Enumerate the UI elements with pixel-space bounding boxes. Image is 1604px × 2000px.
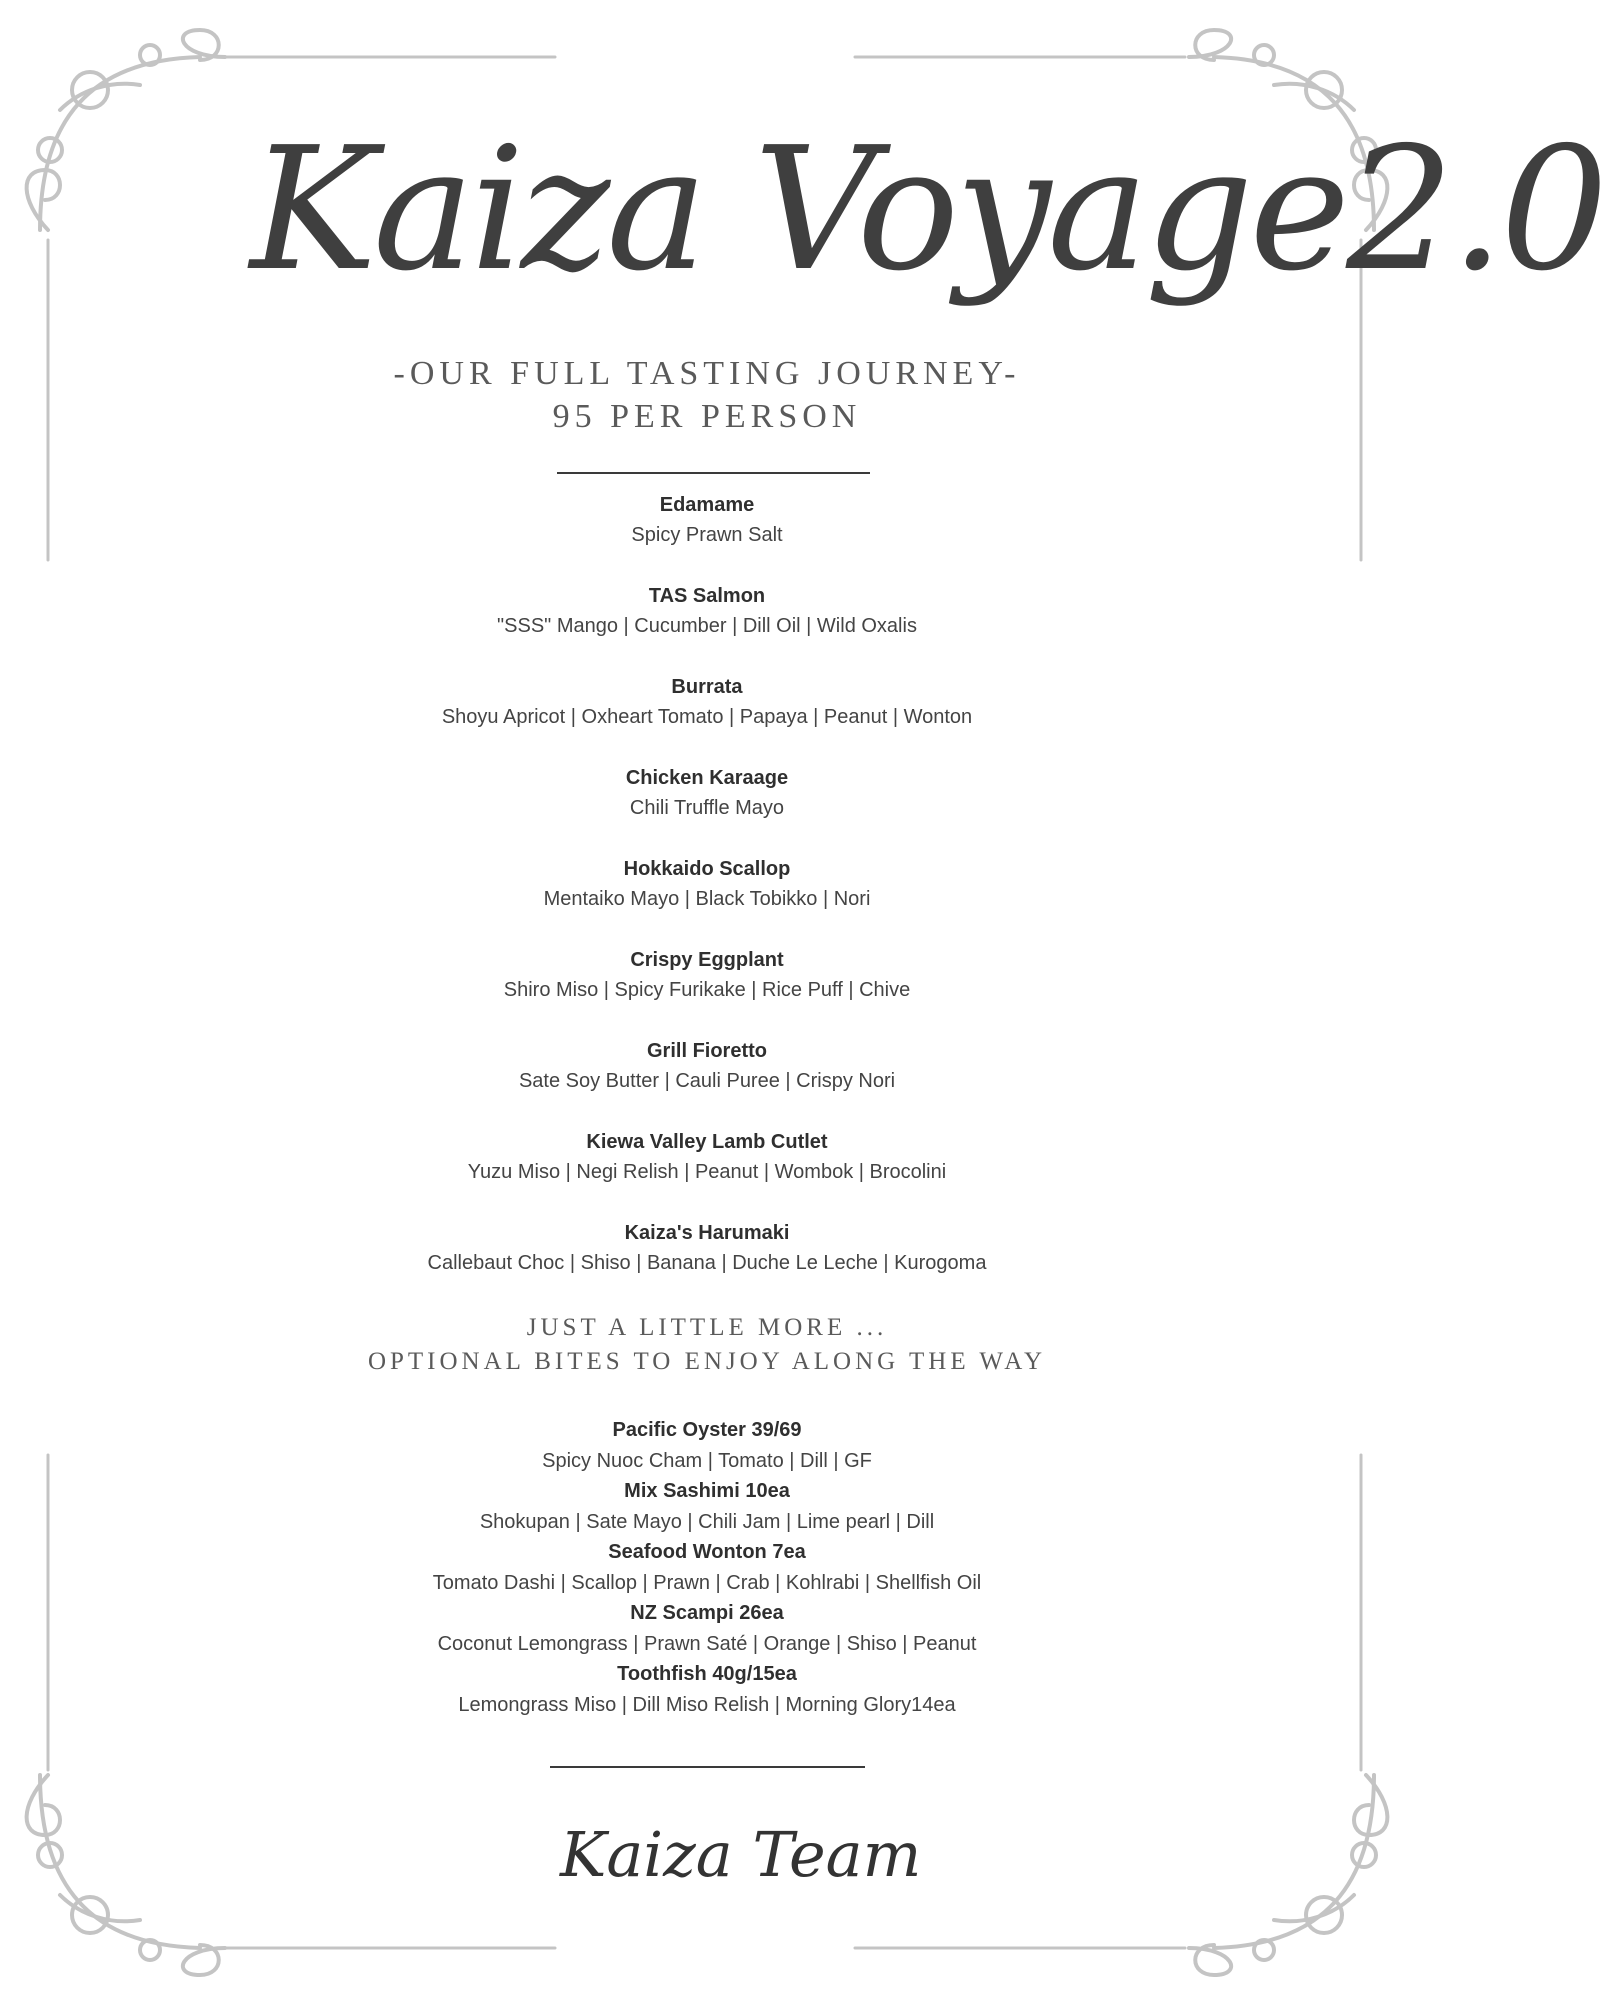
corner-flourish-top-left (27, 30, 225, 230)
course-item (0, 490, 1414, 581)
divider-top (557, 472, 870, 474)
course-list (0, 490, 1414, 1309)
dish-name: Mix Sashimi 10ea (624, 1480, 790, 1502)
course-item (0, 672, 1414, 763)
optional-item (0, 1537, 1414, 1598)
dish-name: Kaiza's Harumaki (624, 1222, 790, 1244)
dish-name: Grill Fioretto (647, 1040, 767, 1062)
dish-description: "SSS" Mango | Cucumber | Dill Oil | Wild Oxalis (497, 615, 917, 637)
dish-description: Shiro Miso | Spicy Furikake | Rice Puff | Chive (503, 979, 911, 1001)
optional-item (0, 1598, 1414, 1659)
dish-name: TAS Salmon (648, 585, 766, 607)
optional-heading-line2: OPTIONAL BITES TO ENJOY ALONG THE WAY (367, 1348, 1047, 1375)
optional-item (0, 1415, 1414, 1476)
dish-description: Shokupan | Sate Mayo | Chili Jam | Lime pearl | Dill (479, 1510, 935, 1533)
corner-flourish-bottom-left (27, 1775, 225, 1975)
course-item (0, 1218, 1414, 1309)
optional-item (0, 1659, 1414, 1720)
course-item (0, 763, 1414, 854)
dish-description: Sate Soy Butter | Cauli Puree | Crispy Nori (518, 1070, 896, 1092)
corner-flourish-bottom-right (1189, 1775, 1387, 1975)
dish-description: Mentaiko Mayo | Black Tobikko | Nori (543, 888, 871, 910)
divider-bottom (550, 1766, 865, 1768)
signature: Kaiza Team (560, 1818, 922, 1891)
dish-description: Callebaut Choc | Shiso | Banana | Duche Le Leche | Kurogoma (427, 1252, 987, 1274)
dish-description: Coconut Lemongrass | Prawn Saté | Orange | Shiso | Peanut (437, 1632, 977, 1655)
dish-name: Edamame (659, 494, 755, 516)
dish-description: Lemongrass Miso | Dill Miso Relish | Morning Glory14ea (458, 1693, 956, 1716)
dish-name: Toothfish 40g/15ea (617, 1663, 797, 1685)
course-item (0, 1127, 1414, 1218)
dish-description: Shoyu Apricot | Oxheart Tomato | Papaya | Peanut | Wonton (441, 706, 973, 728)
menu-subtitle: -OUR FULL TASTING JOURNEY- (393, 355, 1021, 392)
course-item (0, 945, 1414, 1036)
course-item (0, 854, 1414, 945)
dish-description: Tomato Dashi | Scallop | Prawn | Crab | Kohlrabi | Shellfish Oil (432, 1571, 982, 1594)
dish-name: Seafood Wonton 7ea (608, 1541, 806, 1563)
course-item (0, 1036, 1414, 1127)
dish-name: Kiewa Valley Lamb Cutlet (586, 1131, 828, 1153)
optional-item (0, 1476, 1414, 1537)
dish-name: NZ Scampi 26ea (630, 1602, 784, 1624)
course-item (0, 581, 1414, 672)
dish-name: Hokkaido Scallop (623, 858, 791, 880)
dish-description: Spicy Prawn Salt (631, 524, 783, 546)
optional-heading-line1: JUST A LITTLE MORE ... (526, 1314, 888, 1341)
dish-name: Burrata (671, 676, 743, 698)
menu-title: Kaiza Voyage2.0 (250, 111, 1604, 309)
dish-name: Crispy Eggplant (630, 949, 784, 971)
dish-name: Chicken Karaage (625, 767, 789, 789)
dish-description: Spicy Nuoc Cham | Tomato | Dill | GF (542, 1449, 872, 1472)
dish-description: Chili Truffle Mayo (629, 797, 785, 819)
dish-description: Yuzu Miso | Negi Relish | Peanut | Wombok | Brocolini (467, 1161, 947, 1183)
optional-items-list (0, 1415, 1414, 1720)
dish-name: Pacific Oyster 39/69 (612, 1419, 802, 1441)
menu-price: 95 PER PERSON (552, 398, 862, 435)
